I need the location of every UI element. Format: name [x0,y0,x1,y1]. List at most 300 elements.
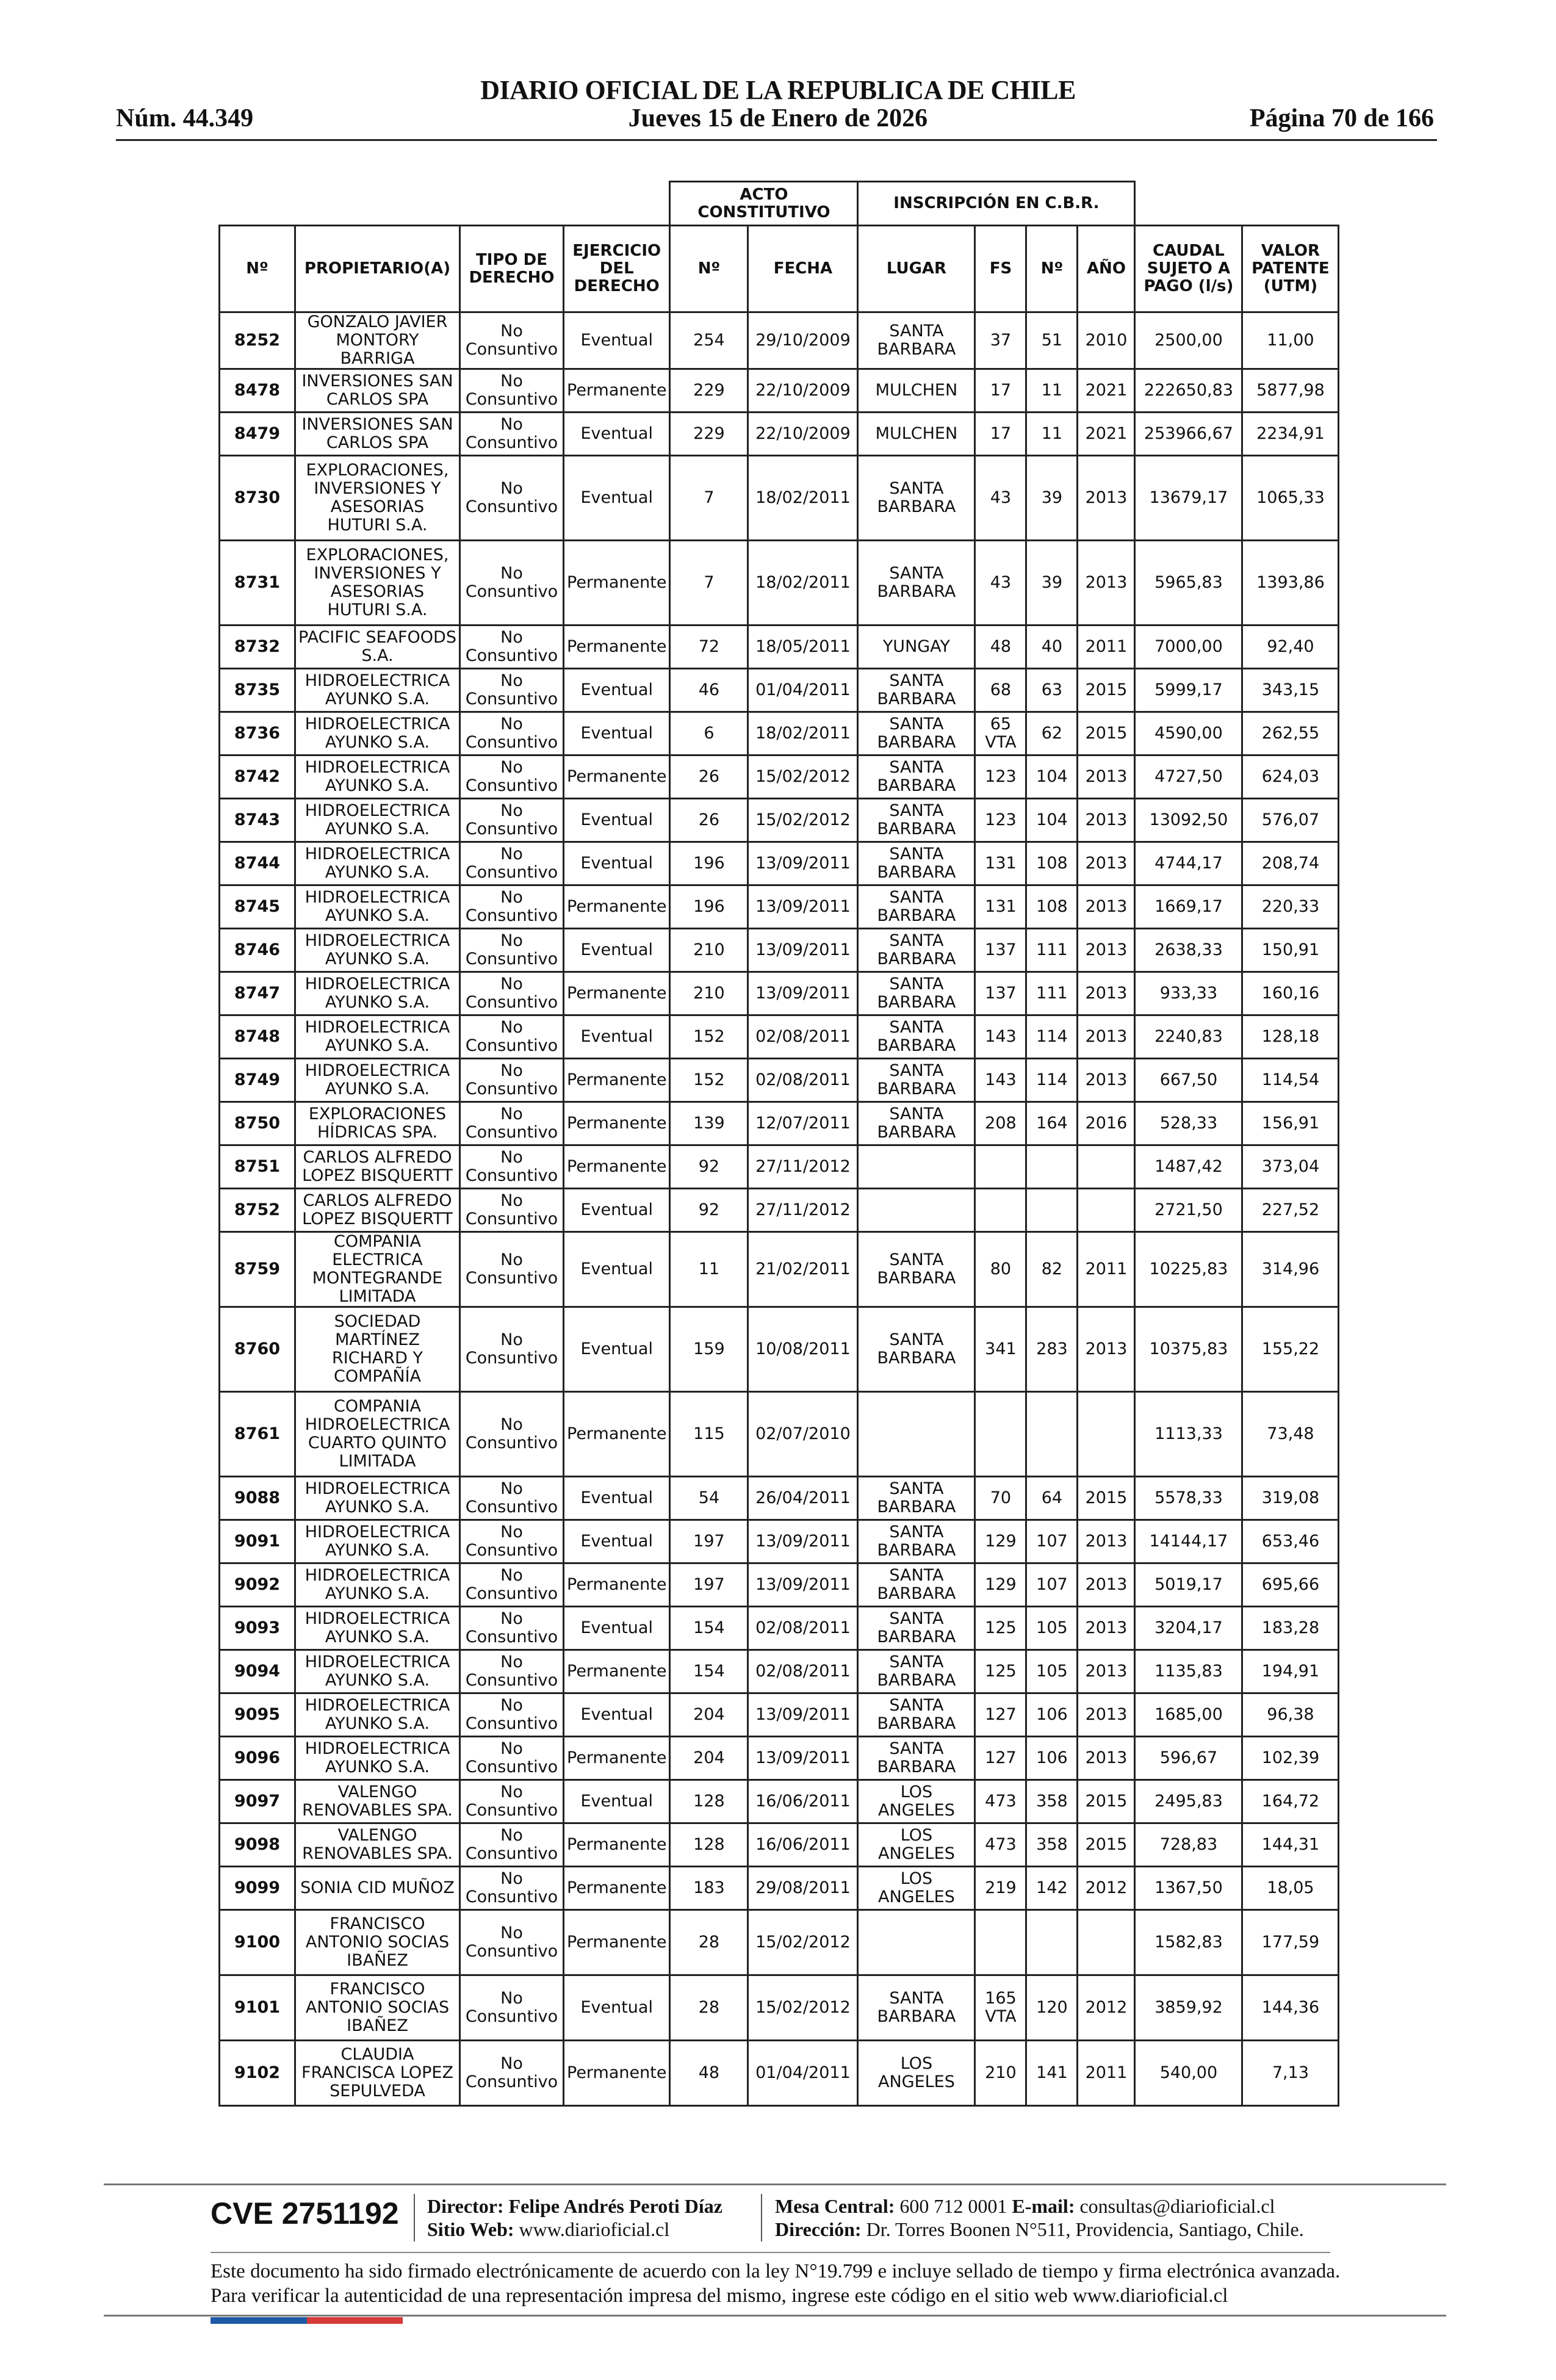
cell-fecha: 02/08/2011 [748,1015,858,1059]
cell-num: 8751 [220,1145,295,1189]
col-header-propietario: PROPIETARIO(A) [295,226,460,312]
table-row [220,413,1339,456]
cell-fs: 143 [975,1059,1026,1102]
cell-anio: 2013 [1078,1520,1135,1563]
cell-tipo: No Consuntivo [460,842,564,885]
cell-lugar: SANTA BARBARA [858,1975,975,2041]
cell-ejercicio: Permanente [564,1059,670,1102]
cell-propietario: EXPLORACIONES, INVERSIONES Y ASESORIAS HUTURI S.A. [295,456,460,541]
cell-acto-num: 154 [670,1607,748,1650]
cell-valor: 695,66 [1242,1563,1339,1607]
cell-caudal: 5965,83 [1135,541,1242,626]
cell-lugar: SANTA BARBARA [858,755,975,799]
cell-fs: 208 [975,1102,1026,1145]
cell-propietario: HIDROELECTRICA AYUNKO S.A. [295,1607,460,1650]
cell-tipo: No Consuntivo [460,755,564,799]
cell-caudal: 222650,83 [1135,369,1242,413]
cell-caudal: 3859,92 [1135,1975,1242,2041]
cell-cbr-num: 114 [1026,1015,1078,1059]
cell-fs: 17 [975,413,1026,456]
col-header-fs: FS [975,226,1026,312]
cell-fs: 137 [975,929,1026,972]
col-header-ejercicio: EJERCICIO DEL DERECHO [564,226,670,312]
cell-ejercicio: Permanente [564,1910,670,1975]
cell-tipo: No Consuntivo [460,1392,564,1477]
cell-acto-num: 154 [670,1650,748,1693]
cell-valor: 208,74 [1242,842,1339,885]
cell-valor: 128,18 [1242,1015,1339,1059]
cell-valor: 155,22 [1242,1307,1339,1392]
cell-caudal: 7000,00 [1135,626,1242,669]
table-row [220,842,1339,885]
cell-tipo: No Consuntivo [460,1693,564,1737]
cell-valor: 5877,98 [1242,369,1339,413]
cell-tipo: No Consuntivo [460,1563,564,1607]
cell-caudal: 3204,17 [1135,1607,1242,1650]
cell-propietario: HIDROELECTRICA AYUNKO S.A. [295,1520,460,1563]
cell-propietario: GONZALO JAVIER MONTORY BARRIGA [295,312,460,369]
cell-valor: 102,39 [1242,1737,1339,1780]
cell-acto-num: 28 [670,1910,748,1975]
cell-ejercicio: Permanente [564,1867,670,1910]
cell-ejercicio: Permanente [564,541,670,626]
cell-fs: 125 [975,1650,1026,1693]
cell-fs: 131 [975,842,1026,885]
cell-valor: 319,08 [1242,1477,1339,1520]
cell-caudal: 13092,50 [1135,799,1242,842]
col-header-fecha: FECHA [748,226,858,312]
cell-caudal: 4727,50 [1135,755,1242,799]
cell-ejercicio: Eventual [564,1307,670,1392]
cell-propietario: HIDROELECTRICA AYUNKO S.A. [295,1650,460,1693]
table-row [220,1307,1339,1392]
cell-caudal: 10375,83 [1135,1307,1242,1392]
cell-num: 8752 [220,1189,295,1232]
cell-propietario: CARLOS ALFREDO LOPEZ BISQUERTT [295,1189,460,1232]
cell-propietario: FRANCISCO ANTONIO SOCIAS IBAÑEZ [295,1910,460,1975]
cell-cbr-num: 358 [1026,1780,1078,1823]
cell-cbr-num: 141 [1026,2041,1078,2106]
cell-fs: 129 [975,1520,1026,1563]
cell-acto-num: 26 [670,799,748,842]
cell-cbr-num: 11 [1026,413,1078,456]
cell-acto-num: 115 [670,1392,748,1477]
cell-fecha: 13/09/2011 [748,972,858,1015]
cell-propietario: INVERSIONES SAN CARLOS SPA [295,369,460,413]
cell-lugar: SANTA BARBARA [858,1477,975,1520]
cell-tipo: No Consuntivo [460,1102,564,1145]
issue-number: Núm. 44.349 [116,104,254,132]
cell-caudal: 667,50 [1135,1059,1242,1102]
page-indicator: Página 70 de 166 [1249,104,1434,132]
cell-fs: 43 [975,456,1026,541]
cell-num: 8746 [220,929,295,972]
cell-tipo: No Consuntivo [460,1189,564,1232]
cell-anio: 2021 [1078,369,1135,413]
cell-valor: 262,55 [1242,712,1339,755]
cell-fecha: 27/11/2012 [748,1189,858,1232]
cell-fs: 80 [975,1232,1026,1307]
table-row [220,1232,1339,1307]
cell-tipo: No Consuntivo [460,799,564,842]
cell-valor: 2234,91 [1242,413,1339,456]
cell-fecha: 13/09/2011 [748,1520,858,1563]
cell-num: 9088 [220,1477,295,1520]
water-rights-table [218,181,1339,2107]
cell-propietario: COMPANIA ELECTRICA MONTEGRANDE LIMITADA [295,1232,460,1307]
mesa-value: 600 712 0001 [899,2195,1007,2217]
table-row [220,1059,1339,1102]
table-row [220,541,1339,626]
cell-num: 9098 [220,1823,295,1867]
cell-cbr-num: 114 [1026,1059,1078,1102]
cell-lugar: SANTA BARBARA [858,541,975,626]
cell-anio: 2012 [1078,1867,1135,1910]
cell-cbr-num: 107 [1026,1520,1078,1563]
table-row [220,1975,1339,2041]
cell-fecha: 15/02/2012 [748,799,858,842]
cell-cbr-num: 358 [1026,1823,1078,1867]
cell-caudal: 2638,33 [1135,929,1242,972]
cell-fecha: 02/07/2010 [748,1392,858,1477]
cell-acto-num: 128 [670,1823,748,1867]
cell-acto-num: 26 [670,755,748,799]
cell-ejercicio: Eventual [564,1015,670,1059]
cell-caudal: 5019,17 [1135,1563,1242,1607]
col-header-valor: VALOR PATENTE (UTM) [1242,226,1339,312]
cell-fecha: 21/02/2011 [748,1232,858,1307]
cell-anio: 2016 [1078,1102,1135,1145]
cell-lugar: SANTA BARBARA [858,842,975,885]
table-row [220,1607,1339,1650]
cell-anio [1078,1189,1135,1232]
cell-caudal: 1135,83 [1135,1650,1242,1693]
cell-fecha: 02/08/2011 [748,1607,858,1650]
table-row [220,1189,1339,1232]
cell-acto-num: 54 [670,1477,748,1520]
cell-propietario: CLAUDIA FRANCISCA LOPEZ SEPULVEDA [295,2041,460,2106]
cell-ejercicio: Eventual [564,842,670,885]
cell-ejercicio: Permanente [564,1392,670,1477]
table-row [220,1392,1339,1477]
cell-caudal: 5578,33 [1135,1477,1242,1520]
cell-acto-num: 7 [670,456,748,541]
cell-anio: 2013 [1078,929,1135,972]
col-header-cbr-num: Nº [1026,226,1078,312]
cell-acto-num: 11 [670,1232,748,1307]
cell-propietario: CARLOS ALFREDO LOPEZ BISQUERTT [295,1145,460,1189]
cell-cbr-num: 142 [1026,1867,1078,1910]
cell-anio: 2012 [1078,1975,1135,2041]
table-row [220,1563,1339,1607]
cell-num: 8742 [220,755,295,799]
cell-num: 9097 [220,1780,295,1823]
cell-valor: 220,33 [1242,885,1339,929]
registry-table-container [218,181,1339,2107]
cell-tipo: No Consuntivo [460,1867,564,1910]
cell-fecha: 18/02/2011 [748,456,858,541]
cell-acto-num: 197 [670,1563,748,1607]
cell-propietario: COMPANIA HIDROELECTRICA CUARTO QUINTO LIMITADA [295,1392,460,1477]
cell-acto-num: 254 [670,312,748,369]
cell-lugar: SANTA BARBARA [858,1737,975,1780]
cell-caudal: 933,33 [1135,972,1242,1015]
cell-valor: 576,07 [1242,799,1339,842]
flag-color-bar [211,2317,403,2324]
cell-anio: 2013 [1078,842,1135,885]
table-row [220,712,1339,755]
cell-fs [975,1189,1026,1232]
cell-ejercicio: Permanente [564,2041,670,2106]
cell-fecha: 13/09/2011 [748,842,858,885]
cell-tipo: No Consuntivo [460,1307,564,1392]
cell-fs: 143 [975,1015,1026,1059]
cell-lugar: SANTA BARBARA [858,1015,975,1059]
cell-valor: 96,38 [1242,1693,1339,1737]
cell-ejercicio: Eventual [564,799,670,842]
cell-acto-num: 92 [670,1189,748,1232]
cell-propietario: HIDROELECTRICA AYUNKO S.A. [295,1015,460,1059]
table-row [220,456,1339,541]
cell-tipo: No Consuntivo [460,1737,564,1780]
cell-lugar: SANTA BARBARA [858,1059,975,1102]
cell-cbr-num [1026,1392,1078,1477]
cell-lugar: SANTA BARBARA [858,799,975,842]
cell-fs: 341 [975,1307,1026,1392]
cell-fs [975,1910,1026,1975]
table-row [220,369,1339,413]
cell-acto-num: 210 [670,972,748,1015]
cell-caudal: 2500,00 [1135,312,1242,369]
cell-num: 8747 [220,972,295,1015]
director-name: Felipe Andrés Peroti Díaz [508,2195,722,2217]
cell-acto-num: 72 [670,626,748,669]
cell-fecha: 18/02/2011 [748,541,858,626]
cell-lugar: MULCHEN [858,413,975,456]
footer-director-block [427,2194,722,2241]
cell-propietario: HIDROELECTRICA AYUNKO S.A. [295,972,460,1015]
cell-propietario: HIDROELECTRICA AYUNKO S.A. [295,929,460,972]
table-row [220,669,1339,712]
cell-cbr-num: 51 [1026,312,1078,369]
address-value: Dr. Torres Boonen N°511, Providencia, Santiago, Chile. [866,2218,1304,2240]
cell-num: 9102 [220,2041,295,2106]
cell-tipo: No Consuntivo [460,972,564,1015]
cell-ejercicio: Eventual [564,1693,670,1737]
cell-tipo: No Consuntivo [460,369,564,413]
cell-anio: 2013 [1078,1307,1135,1392]
cell-acto-num: 210 [670,929,748,972]
col-header-num: Nº [220,226,295,312]
table-row [220,1867,1339,1910]
group-header-inscripcion: INSCRIPCIÓN EN C.B.R. [858,182,1135,226]
cell-anio: 2010 [1078,312,1135,369]
flag-bar-red [307,2317,403,2324]
cell-tipo: No Consuntivo [460,2041,564,2106]
cell-cbr-num: 40 [1026,626,1078,669]
cell-cbr-num: 105 [1026,1607,1078,1650]
address-label: Dirección: [775,2218,862,2240]
cell-acto-num: 46 [670,669,748,712]
col-header-acto-num: Nº [670,226,748,312]
cell-num: 9092 [220,1563,295,1607]
cell-anio: 2013 [1078,1650,1135,1693]
cell-caudal: 4744,17 [1135,842,1242,885]
footer-divider [761,2194,762,2241]
cell-ejercicio: Eventual [564,1780,670,1823]
cell-fecha: 22/10/2009 [748,413,858,456]
cell-tipo: No Consuntivo [460,413,564,456]
cell-fecha: 13/09/2011 [748,929,858,972]
cell-num: 9091 [220,1520,295,1563]
cell-tipo: No Consuntivo [460,1607,564,1650]
cell-anio: 2013 [1078,1563,1135,1607]
cell-fs: 43 [975,541,1026,626]
cell-lugar [858,1392,975,1477]
table-row [220,1910,1339,1975]
cell-tipo: No Consuntivo [460,1520,564,1563]
cell-lugar: SANTA BARBARA [858,1607,975,1650]
cell-propietario: EXPLORACIONES, INVERSIONES Y ASESORIAS HUTURI S.A. [295,541,460,626]
cell-cbr-num: 283 [1026,1307,1078,1392]
cell-fecha: 15/02/2012 [748,1975,858,2041]
cell-caudal: 2721,50 [1135,1189,1242,1232]
cell-lugar: LOS ANGELES [858,1867,975,1910]
cell-fs: 17 [975,369,1026,413]
cell-anio: 2013 [1078,541,1135,626]
cell-ejercicio: Eventual [564,929,670,972]
cell-anio: 2013 [1078,1607,1135,1650]
cell-cbr-num: 82 [1026,1232,1078,1307]
cell-ejercicio: Eventual [564,669,670,712]
cell-num: 8731 [220,541,295,626]
cell-anio: 2013 [1078,1737,1135,1780]
cell-anio [1078,1392,1135,1477]
cell-ejercicio: Permanente [564,1102,670,1145]
cell-valor: 1065,33 [1242,456,1339,541]
cell-num: 8744 [220,842,295,885]
cell-caudal: 253966,67 [1135,413,1242,456]
cell-ejercicio: Permanente [564,755,670,799]
cell-cbr-num: 63 [1026,669,1078,712]
cell-cbr-num: 111 [1026,972,1078,1015]
cell-num: 8478 [220,369,295,413]
cell-anio: 2013 [1078,755,1135,799]
cell-fecha: 18/05/2011 [748,626,858,669]
cell-tipo: No Consuntivo [460,1650,564,1693]
cell-num: 9099 [220,1867,295,1910]
cell-fs: 131 [975,885,1026,929]
cell-ejercicio: Eventual [564,413,670,456]
cell-valor: 156,91 [1242,1102,1339,1145]
cell-acto-num: 152 [670,1059,748,1102]
cell-tipo: No Consuntivo [460,1910,564,1975]
cell-num: 8748 [220,1015,295,1059]
cell-valor: 164,72 [1242,1780,1339,1823]
cell-ejercicio: Permanente [564,1145,670,1189]
cell-lugar: SANTA BARBARA [858,456,975,541]
footer-contact-block [775,2194,1304,2241]
cell-propietario: EXPLORACIONES HÍDRICAS SPA. [295,1102,460,1145]
cell-acto-num: 204 [670,1693,748,1737]
cell-lugar: SANTA BARBARA [858,712,975,755]
cell-valor: 314,96 [1242,1232,1339,1307]
web-link[interactable]: www.diarioficial.cl [519,2218,670,2240]
cell-valor: 73,48 [1242,1392,1339,1477]
cell-num: 9101 [220,1975,295,2041]
cell-anio: 2013 [1078,799,1135,842]
cell-ejercicio: Permanente [564,1737,670,1780]
cell-cbr-num [1026,1910,1078,1975]
cell-anio [1078,1910,1135,1975]
cell-valor: 1393,86 [1242,541,1339,626]
cell-valor: 624,03 [1242,755,1339,799]
cell-cbr-num: 107 [1026,1563,1078,1607]
cell-ejercicio: Eventual [564,1232,670,1307]
cell-fecha: 22/10/2009 [748,369,858,413]
cell-acto-num: 92 [670,1145,748,1189]
cell-caudal: 4590,00 [1135,712,1242,755]
email-link[interactable]: consultas@diarioficial.cl [1079,2195,1275,2217]
table-row [220,1477,1339,1520]
header-spacer [220,182,670,226]
cell-anio: 2013 [1078,885,1135,929]
cell-anio: 2015 [1078,669,1135,712]
cell-cbr-num: 106 [1026,1693,1078,1737]
email-label: E-mail: [1012,2195,1075,2217]
cell-anio: 2015 [1078,1477,1135,1520]
cell-propietario: HIDROELECTRICA AYUNKO S.A. [295,885,460,929]
cell-caudal: 728,83 [1135,1823,1242,1867]
cell-fecha: 27/11/2012 [748,1145,858,1189]
cell-fecha: 01/04/2011 [748,2041,858,2106]
header-rule [116,139,1437,141]
cell-num: 8749 [220,1059,295,1102]
cell-num: 9100 [220,1910,295,1975]
cell-acto-num: 139 [670,1102,748,1145]
cell-caudal: 1582,83 [1135,1910,1242,1975]
cell-fs: 127 [975,1693,1026,1737]
table-row [220,1823,1339,1867]
cell-ejercicio: Permanente [564,369,670,413]
cell-fs [975,1392,1026,1477]
cell-fecha: 15/02/2012 [748,755,858,799]
web-label: Sitio Web: [427,2218,514,2240]
table-row [220,1015,1339,1059]
cell-valor: 150,91 [1242,929,1339,972]
header-spacer-right [1135,182,1339,226]
cell-fs: 125 [975,1607,1026,1650]
cell-ejercicio: Eventual [564,712,670,755]
cell-tipo: No Consuntivo [460,456,564,541]
cell-valor: 18,05 [1242,1867,1339,1910]
cell-valor: 177,59 [1242,1910,1339,1975]
col-header-tipo: TIPO DE DERECHO [460,226,564,312]
cell-cbr-num [1026,1145,1078,1189]
cell-valor: 183,28 [1242,1607,1339,1650]
cell-lugar: SANTA BARBARA [858,1232,975,1307]
cell-ejercicio: Permanente [564,1650,670,1693]
table-row [220,755,1339,799]
cell-lugar: LOS ANGELES [858,1780,975,1823]
cell-lugar: SANTA BARBARA [858,1102,975,1145]
group-header-acto: ACTO CONSTITUTIVO [670,182,858,226]
cell-lugar: SANTA BARBARA [858,669,975,712]
cell-fs: 473 [975,1823,1026,1867]
cell-propietario: PACIFIC SEAFOODS S.A. [295,626,460,669]
cell-fs: 129 [975,1563,1026,1607]
cell-cbr-num: 105 [1026,1650,1078,1693]
